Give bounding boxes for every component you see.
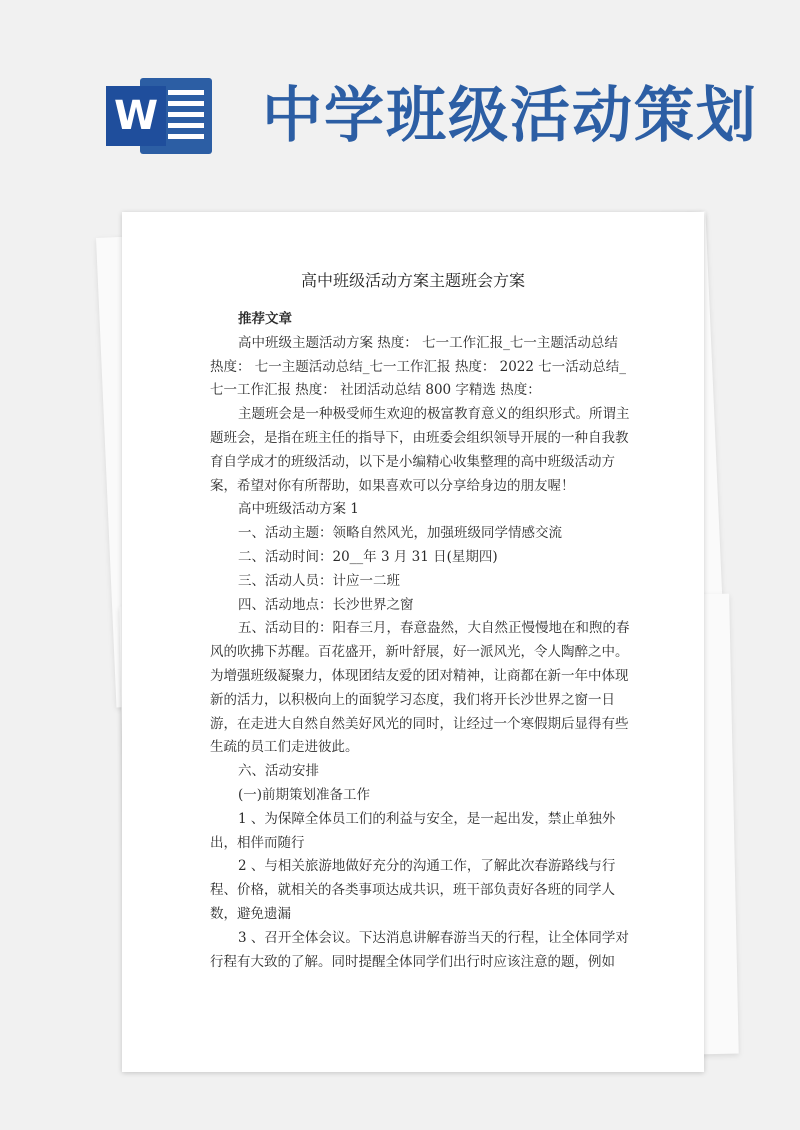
paragraph: 三、活动人员：计应一二班 xyxy=(238,572,400,589)
paragraph: 一、活动主题：领略自然风光，加强班级同学情感交流 xyxy=(238,525,562,542)
paragraph: 3 、召开全体会议。下达消息讲解春游当天的行程，让全体同学对行程有大致的了解。同时提醒全体同学们出行时应该注意的题，例如 xyxy=(210,929,629,970)
word-icon xyxy=(106,74,214,158)
paragraph: 高中班级主题活动方案 热度： 七一工作汇报_七一主题活动总结 热度： 七一主题活动总结_七一工作汇报 热度： 2022 七一活动总结_七一工作汇报 热度： 社团活动总结 800 字精选 热度： xyxy=(210,334,627,399)
document-body xyxy=(210,308,630,974)
paragraph: 主题班会是一种极受师生欢迎的极富教育意义的组织形式。所谓主题班会，是指在班主任的指导下，由班委会组织领导开展的一种自我教育自学成才的班级活动，以下是小编精心收集整理的高中班级活动方案，希望对你有所帮助，如果喜欢可以分享给身边的朋友喔！ xyxy=(210,406,630,494)
header-banner xyxy=(0,0,800,200)
document-page xyxy=(122,212,704,1072)
paragraph: 高中班级活动方案 1 xyxy=(238,501,359,518)
paragraph: 1 、为保障全体员工们的利益与安全，是一起出发，禁止单独外出，相伴而随行 xyxy=(210,810,616,851)
paragraph: 五、活动目的：阳春三月，春意盎然，大自然正慢慢地在和煦的春风的吹拂下苏醒。百花盛开，新叶舒展，好一派风光，令人陶醉之中。为增强班级凝聚力，体现团结友爱的团对精神，让商都在新一年中体现新的活力，以积极向上的面貌学习态度，我们将开长沙世界之窗一日游，在走进大自然自然美好风光的同时，让经过一个寒假期后显得有些生疏的员工们走进彼此。 xyxy=(210,620,630,756)
word-icon-line xyxy=(168,123,204,128)
word-icon-line xyxy=(168,112,204,117)
section-label: 推荐文章 xyxy=(238,311,292,327)
word-icon-line xyxy=(168,134,204,139)
paragraph: 六、活动安排 xyxy=(238,763,319,780)
word-icon-letter: W xyxy=(106,86,166,146)
paragraph: 二、活动时间：20__年 3 月 31 日(星期四) xyxy=(238,548,498,565)
word-icon-line xyxy=(168,90,204,95)
paragraph: 四、活动地点：长沙世界之窗 xyxy=(238,596,414,613)
page-title: 中学班级活动策划 xyxy=(262,81,758,151)
word-icon-line xyxy=(168,101,204,106)
paragraph: 2 、与相关旅游地做好充分的沟通工作，了解此次春游路线与行程、价格，就相关的各类事项达成共识，班干部负责好各班的同学人数，避免遗漏 xyxy=(210,858,616,922)
paragraph: (一)前期策划准备工作 xyxy=(238,786,371,803)
document-heading: 高中班级活动方案主题班会方案 xyxy=(300,271,525,290)
